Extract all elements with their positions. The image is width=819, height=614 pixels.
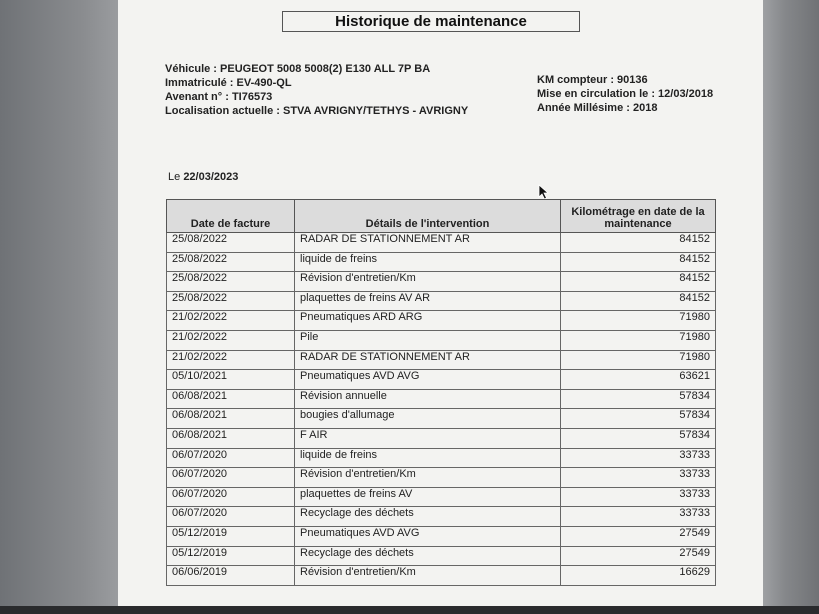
- table-row: [167, 526, 716, 546]
- cell-date: 05/12/2019: [167, 546, 295, 566]
- vehicle-plate: Immatriculé : EV-490-QL: [165, 77, 292, 89]
- vehicle-avenant: Avenant n° : TI76573: [165, 91, 273, 103]
- header-date: Date de facture: [167, 200, 295, 233]
- cell-date: 25/08/2022: [167, 291, 295, 311]
- cell-date: 21/02/2022: [167, 350, 295, 370]
- vehicle-info-right: [537, 73, 713, 115]
- table-row: [167, 272, 716, 292]
- cell-km: 16629: [561, 566, 716, 586]
- cell-km: 84152: [561, 272, 716, 292]
- cell-date: 06/08/2021: [167, 428, 295, 448]
- table-row: [167, 389, 716, 409]
- cell-km: 71980: [561, 350, 716, 370]
- cell-km: 84152: [561, 233, 716, 253]
- table-row: [167, 370, 716, 390]
- table-row: [167, 468, 716, 488]
- cell-detail: Recyclage des déchets: [295, 507, 561, 527]
- cell-detail: Révision d'entretien/Km: [295, 566, 561, 586]
- cell-date: 25/08/2022: [167, 272, 295, 292]
- date-prefix: Le: [168, 171, 181, 183]
- cell-detail: Révision d'entretien/Km: [295, 468, 561, 488]
- monitor-bezel-left: [0, 0, 118, 614]
- cell-detail: Pneumatiques ARD ARG: [295, 311, 561, 331]
- cell-date: 06/08/2021: [167, 389, 295, 409]
- header-details: Détails de l'intervention: [295, 200, 561, 233]
- cell-km: 71980: [561, 330, 716, 350]
- cell-date: 06/07/2020: [167, 448, 295, 468]
- table-row: [167, 448, 716, 468]
- cell-km: 27549: [561, 526, 716, 546]
- table-row: [167, 350, 716, 370]
- cell-date: 06/08/2021: [167, 409, 295, 429]
- table-row: [167, 487, 716, 507]
- cell-km: 57834: [561, 409, 716, 429]
- cell-km: 33733: [561, 448, 716, 468]
- cell-date: 05/12/2019: [167, 526, 295, 546]
- cell-detail: bougies d'allumage: [295, 409, 561, 429]
- cell-detail: plaquettes de freins AV AR: [295, 291, 561, 311]
- cell-date: 06/06/2019: [167, 566, 295, 586]
- cell-date: 21/02/2022: [167, 311, 295, 331]
- cell-detail: Pneumatiques AVD AVG: [295, 526, 561, 546]
- table-row: [167, 546, 716, 566]
- cell-date: 06/07/2020: [167, 487, 295, 507]
- cell-detail: liquide de freins: [295, 252, 561, 272]
- cell-date: 05/10/2021: [167, 370, 295, 390]
- cell-km: 57834: [561, 428, 716, 448]
- vehicle-model: Véhicule : PEUGEOT 5008 5008(2) E130 ALL 7P BA: [165, 63, 431, 75]
- vehicle-info-left: [165, 62, 468, 118]
- table-row: [167, 311, 716, 331]
- cell-detail: RADAR DE STATIONNEMENT AR: [295, 350, 561, 370]
- document-page: [118, 0, 763, 606]
- cell-km: 63621: [561, 370, 716, 390]
- cell-km: 84152: [561, 291, 716, 311]
- header-km: Kilométrage en date de la maintenance: [561, 200, 716, 233]
- cell-detail: plaquettes de freins AV: [295, 487, 561, 507]
- cell-date: 25/08/2022: [167, 252, 295, 272]
- cell-km: 33733: [561, 468, 716, 488]
- table-row: [167, 233, 716, 253]
- cell-km: 33733: [561, 487, 716, 507]
- table-row: [167, 291, 716, 311]
- cell-detail: Pneumatiques AVD AVG: [295, 370, 561, 390]
- mouse-cursor-icon: [538, 184, 550, 200]
- table-row: [167, 566, 716, 586]
- cell-km: 71980: [561, 311, 716, 331]
- cell-date: 21/02/2022: [167, 330, 295, 350]
- maintenance-table: [166, 199, 716, 586]
- vehicle-location: Localisation actuelle : STVA AVRIGNY/TETHYS - AVRIGNY: [165, 105, 469, 117]
- page-title: Historique de maintenance: [282, 11, 580, 32]
- table-row: [167, 428, 716, 448]
- cell-detail: Révision d'entretien/Km: [295, 272, 561, 292]
- table-header-row: [167, 200, 716, 233]
- cell-detail: F AIR: [295, 428, 561, 448]
- cell-detail: RADAR DE STATIONNEMENT AR: [295, 233, 561, 253]
- monitor-bezel-bottom: [0, 606, 819, 614]
- cell-date: 06/07/2020: [167, 507, 295, 527]
- cell-detail: liquide de freins: [295, 448, 561, 468]
- cell-detail: Pile: [295, 330, 561, 350]
- table-row: [167, 507, 716, 527]
- table-row: [167, 252, 716, 272]
- report-date: 22/03/2023: [183, 171, 239, 183]
- monitor-bezel-right: [763, 0, 819, 614]
- cell-detail: Révision annuelle: [295, 389, 561, 409]
- cell-km: 33733: [561, 507, 716, 527]
- cell-km: 57834: [561, 389, 716, 409]
- table-row: [167, 330, 716, 350]
- cell-detail: Recyclage des déchets: [295, 546, 561, 566]
- cell-km: 84152: [561, 252, 716, 272]
- cell-date: 25/08/2022: [167, 233, 295, 253]
- cell-date: 06/07/2020: [167, 468, 295, 488]
- km-counter: KM compteur : 90136: [537, 74, 648, 86]
- model-year: Année Millésime : 2018: [537, 102, 658, 114]
- cell-km: 27549: [561, 546, 716, 566]
- table-row: [167, 409, 716, 429]
- report-date-line: [168, 171, 238, 183]
- circulation-date: Mise en circulation le : 12/03/2018: [537, 88, 714, 100]
